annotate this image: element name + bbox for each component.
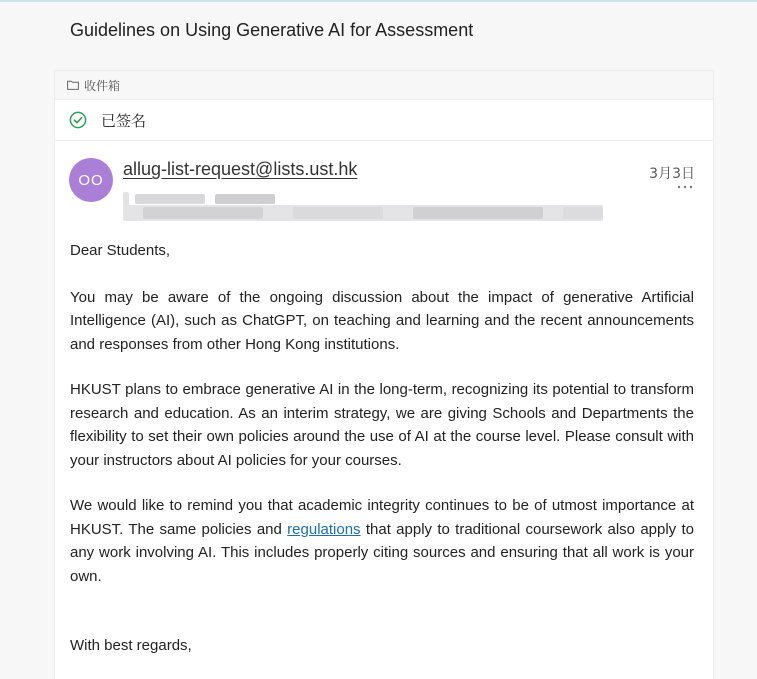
check-circle-icon bbox=[69, 111, 87, 129]
paragraph-3-start: We would like to remind you that academic integrity continues to be of utmost importance at HKUST. The same policies and bbox=[70, 497, 694, 538]
email-date: 3月3日 bbox=[649, 166, 695, 182]
regulations-link[interactable]: regulations bbox=[287, 520, 361, 538]
email-card bbox=[54, 70, 714, 679]
folder-label: 收件箱 bbox=[84, 78, 121, 93]
signoff: With best regards, bbox=[70, 637, 192, 654]
paragraph-3 bbox=[70, 494, 694, 588]
sender-avatar[interactable]: OO bbox=[69, 158, 113, 202]
top-accent-line bbox=[0, 0, 757, 2]
email-body bbox=[70, 239, 694, 610]
folder-bar[interactable] bbox=[55, 71, 713, 100]
signed-label: 已签名 bbox=[101, 111, 147, 130]
recipients-blurred bbox=[123, 192, 603, 222]
more-horizontal-icon[interactable] bbox=[677, 184, 693, 190]
paragraph-1: You may be aware of the ongoing discussion about the impact of generative Artificial Intelligence (AI), such as ChatGPT, on teaching and learning and the recent announcements and responses from other Hong Kong institutions. bbox=[70, 288, 694, 353]
signed-status-row bbox=[55, 100, 713, 141]
paragraph-2: HKUST plans to embrace generative AI in the long-term, recognizing its potential to transform research and education. As an interim strategy, we are giving Schools and Departments the flexibility to set their own policies around the use of AI at the course level. Please consult with your instructors about AI policies for your courses. bbox=[70, 381, 694, 469]
paragraph-3-end: that apply to traditional coursework also apply to any work involving AI. This includes properly citing sources and ensuring that all work is your own. bbox=[70, 520, 694, 585]
greeting: Dear Students, bbox=[70, 242, 171, 259]
sender-address[interactable]: allug-list-request@lists.ust.hk bbox=[123, 159, 358, 179]
folder-icon bbox=[67, 80, 79, 90]
email-subject: Guidelines on Using Generative AI for Assessment bbox=[70, 20, 474, 40]
